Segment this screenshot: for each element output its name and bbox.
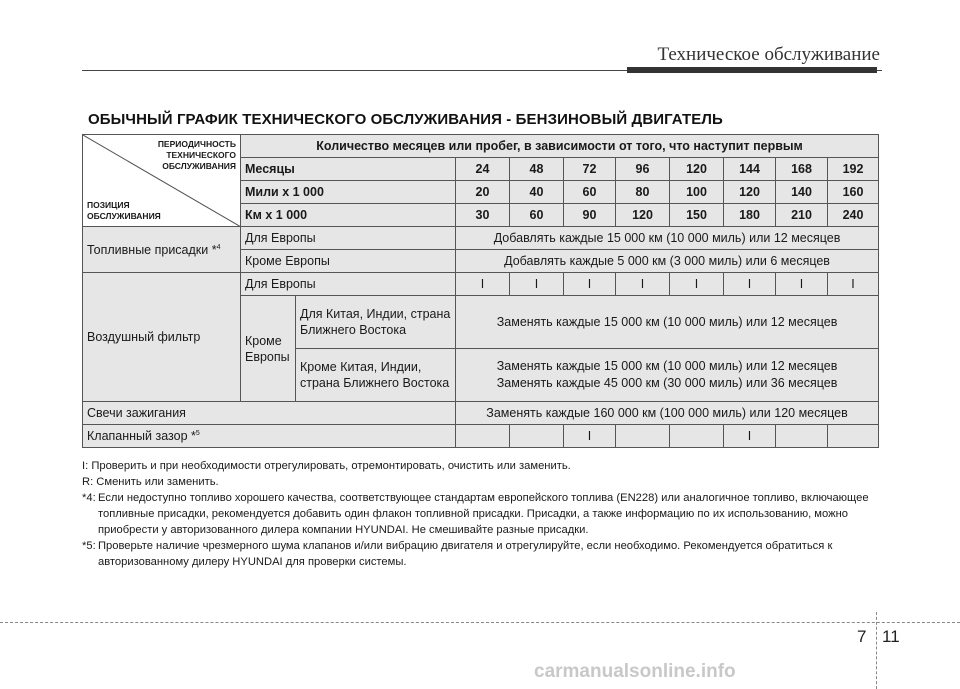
section-title: ОБЫЧНЫЙ ГРАФИК ТЕХНИЧЕСКОГО ОБСЛУЖИВАНИЯ - БЕНЗИНОВЫЙ ДВИГАТЕЛЬ bbox=[88, 111, 723, 128]
table-cell: 160 bbox=[828, 181, 879, 204]
interval-header: Количество месяцев или пробег, в зависимости от того, что наступит первым bbox=[241, 135, 879, 158]
table-cell: I bbox=[616, 273, 670, 296]
fuel-additive-row bbox=[83, 227, 879, 250]
header-accent-bar bbox=[627, 67, 877, 73]
note-4-mark: *4: bbox=[82, 492, 96, 504]
table-cell: 192 bbox=[828, 158, 879, 181]
table-cell: 120 bbox=[670, 158, 724, 181]
fuel-non-europe-label: Кроме Европы bbox=[241, 250, 456, 273]
air-china-value: Заменять каждые 15 000 км (10 000 миль) или 12 месяцев bbox=[456, 296, 879, 349]
air-other-region: Кроме Китая, Индии, страна Ближнего Востока bbox=[296, 349, 456, 402]
table-cell: 96 bbox=[616, 158, 670, 181]
table-cell: 60 bbox=[510, 204, 564, 227]
table-cell: 120 bbox=[724, 181, 776, 204]
spark-plug-label: Свечи зажигания bbox=[83, 402, 456, 425]
table-cell bbox=[456, 425, 510, 448]
note-i: I: Проверить и при необходимости отрегулировать, отремонтировать, очистить или заменить. bbox=[82, 460, 571, 472]
corner-item-label: ПОЗИЦИЯ ОБСЛУЖИВАНИЯ bbox=[87, 200, 161, 221]
table-cell: 150 bbox=[670, 204, 724, 227]
table-corner-cell bbox=[83, 135, 241, 227]
fuel-additive-label: Топливные присадки *$^4$ bbox=[83, 227, 241, 273]
table-cell: 60 bbox=[564, 181, 616, 204]
maintenance-schedule-table bbox=[82, 134, 879, 448]
table-cell: I bbox=[564, 273, 616, 296]
table-cell: 20 bbox=[456, 181, 510, 204]
footnotes bbox=[82, 458, 878, 570]
note-4-text: Если недоступно топливо хорошего качества, соответствующее стандартам европейского топлива (EN228) или аналогичное топливо, включающее топливные присадки, рекомендуется добавить один флакон топливной присадки. Присадки, а также информацию по их использованию, можно приобрести у авторизованного дилера компании HYUNDAI. Не смешивайте разные присадки. bbox=[98, 492, 869, 536]
header-row bbox=[83, 135, 879, 158]
table-cell: 180 bbox=[724, 204, 776, 227]
table-cell: 144 bbox=[724, 158, 776, 181]
air-except-europe-label: Кроме Европы bbox=[241, 296, 296, 402]
fuel-europe-value: Добавлять каждые 15 000 км (10 000 миль) или 12 месяцев bbox=[456, 227, 879, 250]
table-cell: I bbox=[724, 425, 776, 448]
table-cell: 100 bbox=[670, 181, 724, 204]
table-cell: 90 bbox=[564, 204, 616, 227]
miles-label: Мили x 1 000 bbox=[241, 181, 456, 204]
note-4 bbox=[82, 490, 878, 538]
page-number: 11 bbox=[882, 627, 900, 646]
table-cell: 240 bbox=[828, 204, 879, 227]
spark-plug-value: Заменять каждые 160 000 км (100 000 миль) или 120 месяцев bbox=[456, 402, 879, 425]
table-cell bbox=[828, 425, 879, 448]
valve-clearance-row bbox=[83, 425, 879, 448]
table-cell: 48 bbox=[510, 158, 564, 181]
footer-divider bbox=[876, 612, 877, 689]
watermark: carmanualsonline.info bbox=[534, 661, 736, 682]
table-cell: 120 bbox=[616, 204, 670, 227]
table-cell: 80 bbox=[616, 181, 670, 204]
air-filter-label: Воздушный фильтр bbox=[83, 273, 241, 402]
air-europe-label: Для Европы bbox=[241, 273, 456, 296]
table-cell: I bbox=[724, 273, 776, 296]
air-other-value: Заменять каждые 15 000 км (10 000 миль) или 12 месяцев Заменять каждые 45 000 км (30 000 миль) или 36 месяцев bbox=[456, 349, 879, 402]
air-filter-row bbox=[83, 273, 879, 296]
page-header-title: Техническое обслуживание bbox=[657, 44, 880, 65]
table-cell bbox=[776, 425, 828, 448]
note-5-mark: *5: bbox=[82, 540, 96, 552]
table-cell: I bbox=[510, 273, 564, 296]
table-cell: 210 bbox=[776, 204, 828, 227]
fuel-europe-label: Для Европы bbox=[241, 227, 456, 250]
note-5 bbox=[82, 538, 878, 570]
fuel-non-europe-value: Добавлять каждые 5 000 км (3 000 миль) или 6 месяцев bbox=[456, 250, 879, 273]
table-cell: I bbox=[564, 425, 616, 448]
corner-periodicity-label: ПЕРИОДИЧНОСТЬ ТЕХНИЧЕСКОГО ОБСЛУЖИВАНИЯ bbox=[157, 139, 236, 171]
months-label: Месяцы bbox=[241, 158, 456, 181]
page-chapter: 7 bbox=[857, 627, 867, 646]
note-r: R: Сменить или заменить. bbox=[82, 476, 219, 488]
table-cell: 72 bbox=[564, 158, 616, 181]
table-cell: I bbox=[670, 273, 724, 296]
table-cell: I bbox=[828, 273, 879, 296]
table-cell bbox=[616, 425, 670, 448]
note-5-text: Проверьте наличие чрезмерного шума клапанов и/или вибрацию двигателя и отрегулируйте, если необходимо. Рекомендуется обратиться к авторизованному дилеру HYUNDAI для проверки системы. bbox=[98, 540, 833, 568]
table-cell: 140 bbox=[776, 181, 828, 204]
table-cell: 30 bbox=[456, 204, 510, 227]
table-cell: I bbox=[776, 273, 828, 296]
table-cell bbox=[510, 425, 564, 448]
km-label: Км x 1 000 bbox=[241, 204, 456, 227]
footer-rule bbox=[0, 622, 960, 623]
table-cell: 24 bbox=[456, 158, 510, 181]
table-cell bbox=[670, 425, 724, 448]
spark-plug-row bbox=[83, 402, 879, 425]
air-china-region: Для Китая, Индии, страна Ближнего Востока bbox=[296, 296, 456, 349]
valve-clearance-label: Клапанный зазор *$^5$ bbox=[83, 425, 456, 448]
table-cell: 40 bbox=[510, 181, 564, 204]
table-cell: I bbox=[456, 273, 510, 296]
table-cell: 168 bbox=[776, 158, 828, 181]
